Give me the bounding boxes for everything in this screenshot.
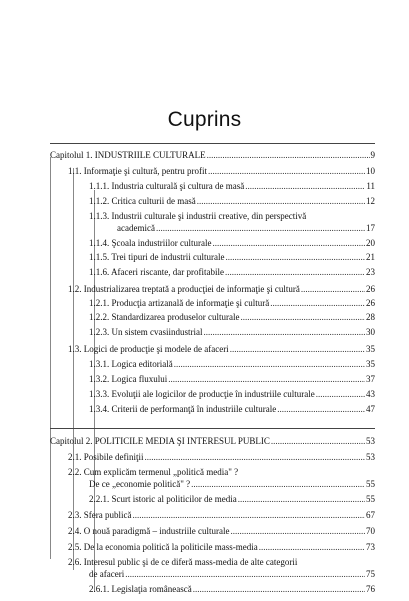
toc-subsection[interactable]: 1.3.2. Logica fluxului ..... 37 bbox=[89, 374, 375, 385]
toc-subsection[interactable]: 1.3.4. Criterii de performanţă în industriile culturale ..... 47 bbox=[89, 404, 375, 415]
toc-subsection[interactable]: 1.1.5. Trei tipuri de industrii culturale ..... 21 bbox=[89, 252, 375, 263]
toc-subsection[interactable]: 2.6.1. Legislaţia românească ..... 76 bbox=[89, 584, 375, 595]
toc-section[interactable]: 2.5. De la economia politică la politicile mass-media ..... 73 bbox=[68, 542, 375, 553]
toc-subsection[interactable]: 1.1.1. Industria culturală şi cultura de masă ..... 11 bbox=[89, 181, 375, 192]
page-title: Cuprins bbox=[167, 108, 242, 131]
toc-subsection[interactable]: 1.3.3. Evoluţii ale logicilor de producţie în industriile culturale ..... 43 bbox=[89, 389, 375, 400]
toc-section[interactable]: 2.1. Posibile definiţii ..... 53 bbox=[68, 452, 375, 463]
toc-section[interactable]: 2.2. Cum explicăm termenul „politică media" ? bbox=[68, 467, 239, 477]
top-rule bbox=[50, 143, 375, 144]
toc-section-continued[interactable]: de afaceri ..... 75 bbox=[89, 569, 375, 580]
toc-subsection[interactable]: 1.1.3. Industrii culturale şi industrii creative, din perspectivă bbox=[89, 211, 307, 221]
toc-section-continued[interactable]: De ce „economie politică" ? ..... 55 bbox=[89, 479, 375, 490]
toc-section[interactable]: 1.1. Informaţie şi cultură, pentru profit ..... 10 bbox=[68, 166, 375, 177]
toc-chapter[interactable]: Capitolul 1. INDUSTRIILE CULTURALE ..... 9 bbox=[50, 150, 375, 161]
vertical-rule bbox=[50, 157, 51, 559]
toc-chapter[interactable]: Capitolul 2. POLITICILE MEDIA ŞI INTERESUL PUBLIC ..... 53 bbox=[50, 436, 375, 447]
toc-section[interactable]: 2.3. Sfera publică ..... 67 bbox=[68, 510, 375, 521]
toc-subsection[interactable]: 1.2.3. Un sistem cvasiindustrial ..... 30 bbox=[89, 327, 375, 338]
toc-subsection[interactable]: 1.2.1. Producţia artizanală de informaţie şi cultură ..... 26 bbox=[89, 298, 375, 309]
toc-subsection[interactable]: 1.1.6. Afaceri riscante, dar profitabile ..... 23 bbox=[89, 267, 375, 278]
toc-section[interactable]: 2.4. O nouă paradigmă – industriile culturale ..... 70 bbox=[68, 526, 375, 537]
toc-section[interactable]: 2.6. Interesul public şi de ce diferă mass-media de alte categorii bbox=[68, 557, 298, 567]
toc-section[interactable]: 1.3. Logici de producţie şi modele de afaceri ..... 35 bbox=[68, 344, 375, 355]
toc-section[interactable]: 1.2. Industrializarea treptată a producţiei de informaţie şi cultură ..... 26 bbox=[68, 284, 375, 295]
toc-subsection-continued[interactable]: academică ..... 17 bbox=[117, 223, 375, 234]
toc-subsection[interactable]: 1.2.2. Standardizarea produselor culturale ..... 28 bbox=[89, 312, 375, 323]
toc-subsection[interactable]: 1.1.2. Critica culturii de masă ..... 12 bbox=[89, 196, 375, 207]
toc-subsection[interactable]: 1.1.4. Şcoala industriilor culturale ..... 20 bbox=[89, 238, 375, 249]
toc-subsection[interactable]: 2.2.1. Scurt istoric al politicilor de media ..... 55 bbox=[89, 494, 375, 505]
toc-subsection[interactable]: 1.3.1. Logica editorială ..... 35 bbox=[89, 359, 375, 370]
chapter-rule bbox=[50, 428, 375, 429]
